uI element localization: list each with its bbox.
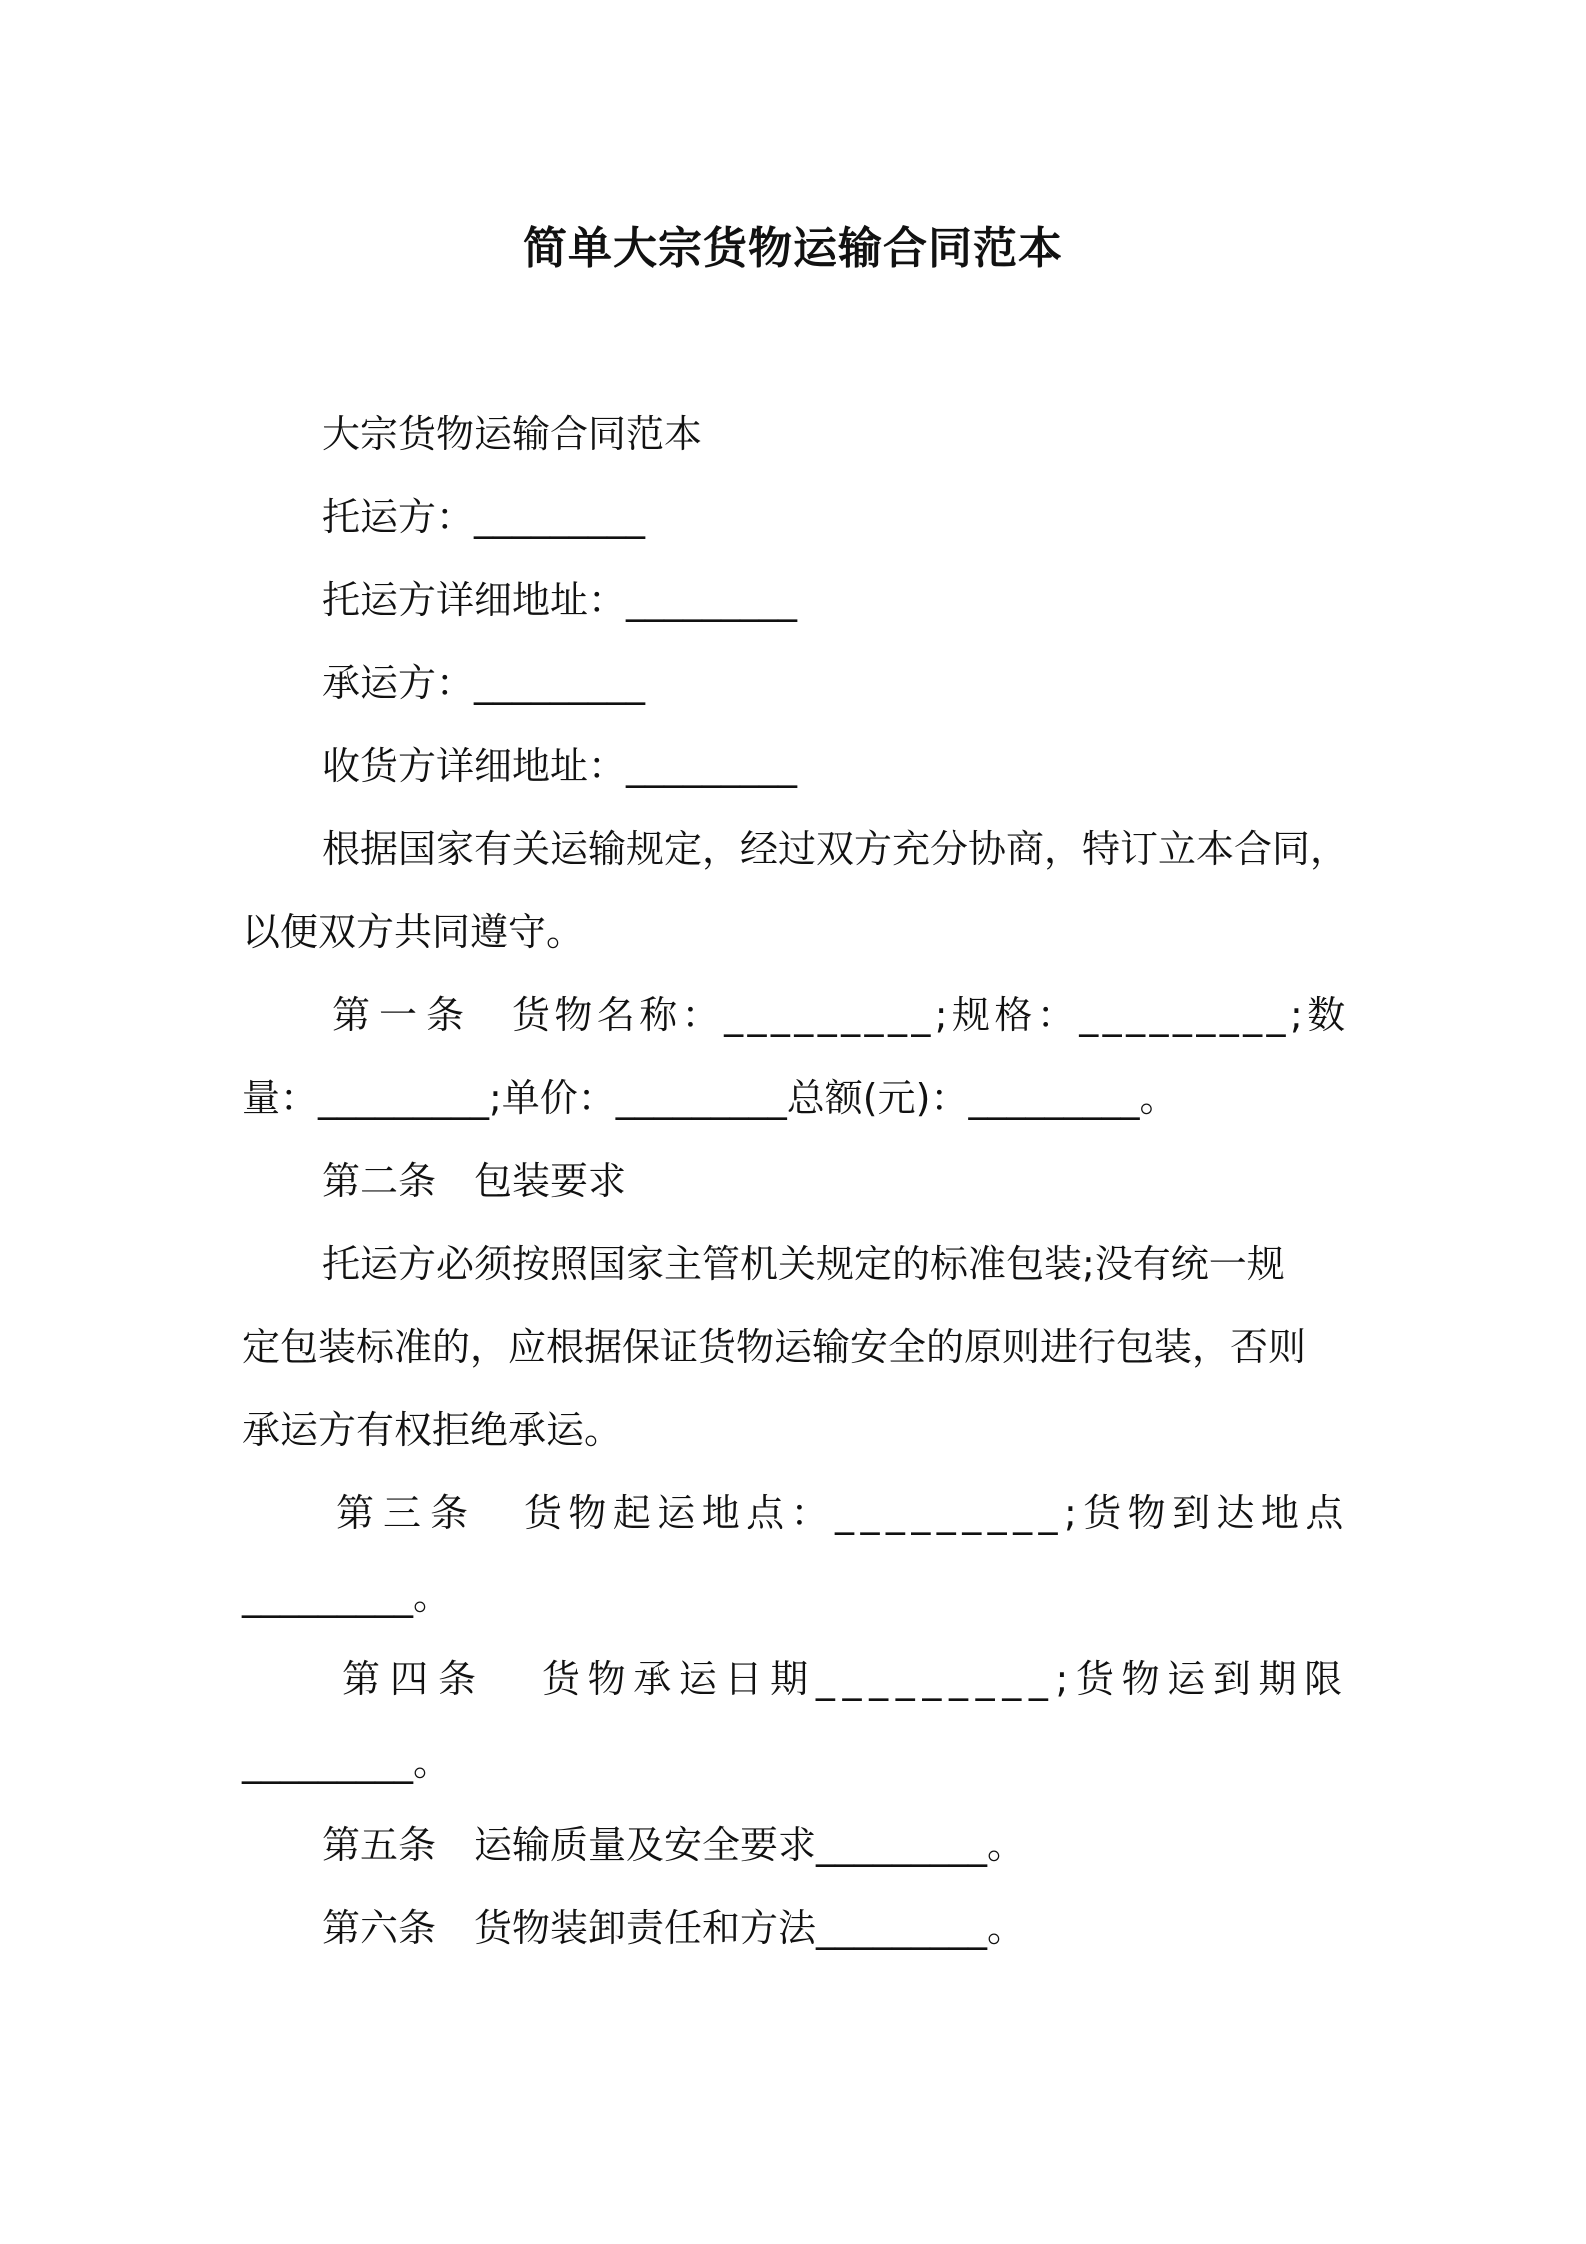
article2-line-1: 托运方必须按照国家主管机关规定的标准包装;没有统一规 [322,1242,1285,1286]
article4-line-1: 货物承运日期_________;货物运到期限 [542,1657,1350,1701]
shipper-address-field: 托运方详细地址：_________ [322,578,798,622]
preamble-line-2: 以便双方共同遵守。 [242,910,585,954]
article1-line-2: 量：_________;单价：_________总额(元)：_________。 [242,1076,1178,1120]
article4-line-2: _________。 [242,1740,452,1784]
document-title: 简单大宗货物运输合同范本 [523,223,1063,274]
preamble-line-1: 根据国家有关运输规定，经过双方充分协商，特订立本合同， [322,827,1349,871]
article4-number: 第四条 [342,1657,487,1701]
article2-heading: 第二条 包装要求 [322,1159,627,1203]
document-subtitle: 大宗货物运输合同范本 [322,412,703,456]
article1-number: 第一条 [332,993,474,1037]
consignee-address-field: 收货方详细地址：_________ [322,744,798,788]
carrier-field: 承运方：_________ [322,661,646,705]
shipper-field: 托运方：_________ [322,495,646,539]
article2-line-2: 定包装标准的，应根据保证货物运输安全的原则进行包装，否则 [242,1325,1307,1369]
article3-number: 第三条 [336,1491,478,1535]
article1-line-1: 货物名称：_________;规格：_________;数 [512,993,1350,1037]
article5-line: 第五条 运输质量及安全要求_________。 [322,1823,1026,1867]
article6-line: 第六条 货物装卸责任和方法_________。 [322,1906,1026,1950]
article3-line-2: _________。 [242,1574,452,1618]
article2-line-3: 承运方有权拒绝承运。 [242,1408,623,1452]
article3-line-1: 货物起运地点：_________;货物到达地点 [524,1491,1350,1535]
